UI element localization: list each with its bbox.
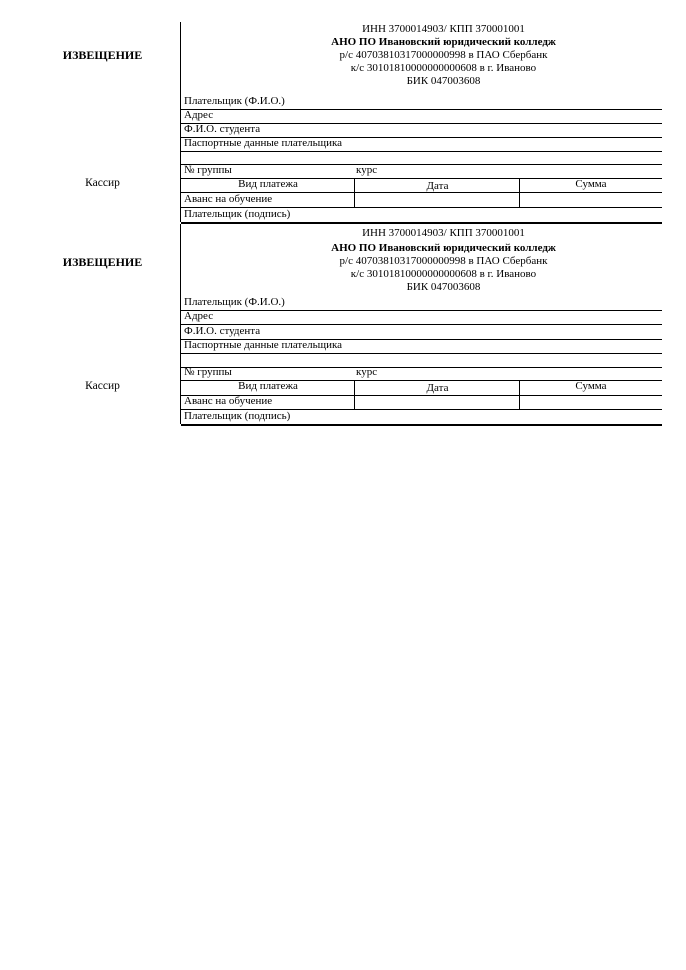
date-column-line [354,380,355,410]
address-row[interactable] [181,109,662,124]
student-row[interactable] [181,324,662,340]
date-header: Дата [426,180,449,192]
bik: БИК 047003608 [406,281,481,293]
group-label: № группы [184,164,232,176]
signature-row[interactable] [181,207,662,224]
student-label: Ф.И.О. студента [184,325,261,337]
notice-title: ИЗВЕЩЕНИЕ [62,48,143,62]
payer-row[interactable] [181,295,662,311]
settlement-account: р/с 40703810317000000998 в ПАО Сбербанк [339,49,548,61]
payer-row[interactable] [181,95,662,110]
payment-type-header: Вид платежа [238,380,298,392]
signature-label: Плательщик (подпись) [184,208,291,220]
course-label: курс [356,164,378,176]
group-label: № группы [184,366,232,378]
signature-label: Плательщик (подпись) [184,410,291,422]
passport-extra-row[interactable] [181,353,662,368]
cashier-label: Кассир [85,177,120,189]
advance-label: Аванс на обучение [184,395,273,407]
student-row[interactable] [181,123,662,138]
passport-row[interactable] [181,137,662,152]
group-course-row[interactable] [181,164,662,179]
recipient-details [181,23,686,88]
date-header: Дата [426,382,449,394]
payment-type-header: Вид платежа [238,178,298,190]
advance-row[interactable] [181,192,662,208]
inn-kpp: ИНН 3700014903/ КПП 370001001 [362,227,525,239]
advance-row[interactable] [181,395,662,410]
settlement-account: р/с 40703810317000000998 в ПАО Сбербанк [339,255,548,267]
payer-label: Плательщик (Ф.И.О.) [184,95,285,107]
sum-column-line [519,380,520,410]
sum-column-line [519,178,520,208]
passport-row[interactable] [181,339,662,354]
signature-row[interactable] [181,409,662,426]
course-label: курс [356,366,378,378]
address-row[interactable] [181,310,662,325]
address-label: Адрес [184,310,214,322]
inn-kpp: ИНН 3700014903/ КПП 370001001 [362,23,525,35]
cashier-label: Кассир [85,380,120,392]
payment-table-header [181,178,662,193]
passport-label: Паспортные данные плательщика [184,339,343,351]
student-label: Ф.И.О. студента [184,123,261,135]
sum-header: Сумма [575,380,607,392]
sum-header: Сумма [575,178,607,190]
recipient-details [181,227,686,294]
passport-extra-row[interactable] [181,151,662,165]
passport-label: Паспортные данные плательщика [184,137,343,149]
address-label: Адрес [184,109,214,121]
advance-label: Аванс на обучение [184,193,273,205]
correspondent-account: к/с 30101810000000000608 в г. Иваново [350,268,537,280]
date-column-line [354,178,355,208]
payer-label: Плательщик (Ф.И.О.) [184,296,285,308]
payment-table-header [181,380,662,396]
organization-name: АНО ПО Ивановский юридический колледж [331,36,556,48]
correspondent-account: к/с 30101810000000000608 в г. Иваново [350,62,537,74]
organization-name: АНО ПО Ивановский юридический колледж [331,242,556,254]
bik: БИК 047003608 [406,75,481,87]
notice-title: ИЗВЕЩЕНИЕ [62,255,143,269]
group-course-row[interactable] [181,367,662,381]
